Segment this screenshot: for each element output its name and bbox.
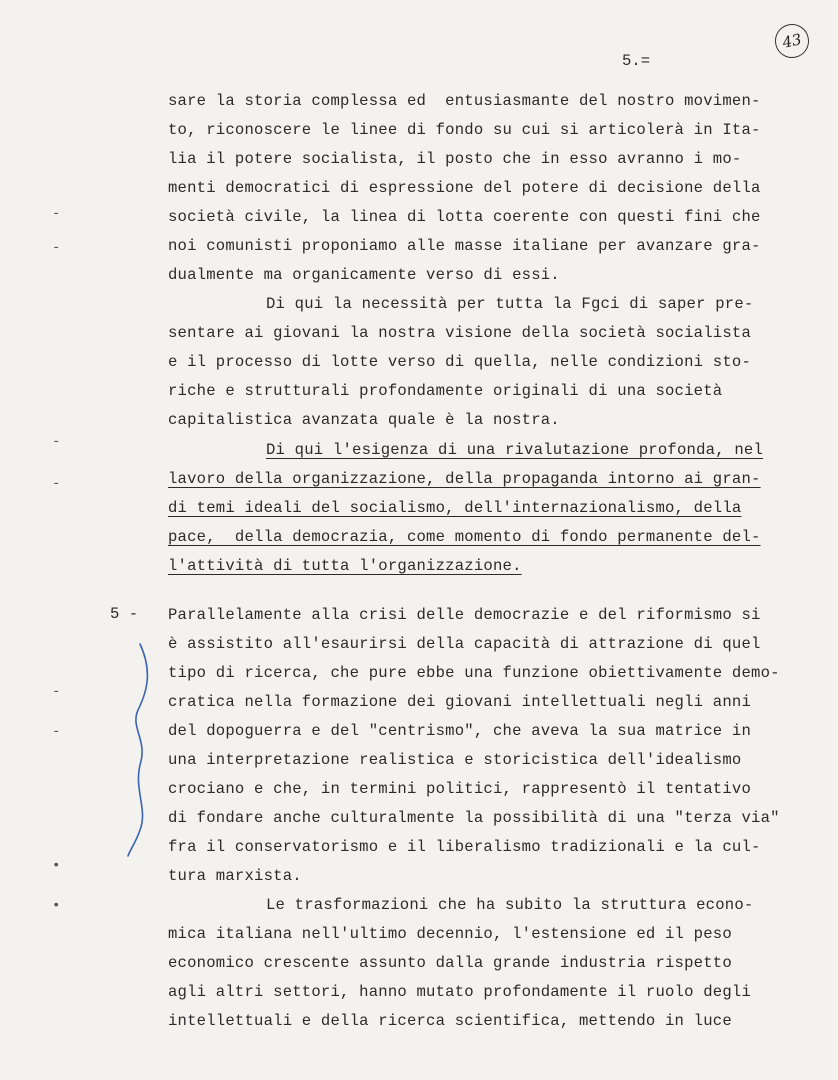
text-line: dualmente ma organicamente verso di essi.: [168, 266, 560, 284]
text-line: sentare ai giovani la nostra visione della società socialista: [168, 324, 752, 342]
text-line: tura marxista.: [168, 867, 302, 885]
handwritten-page-marker: [772, 21, 812, 61]
text-line: una interpretazione realistica e storicistica dell'idealismo: [168, 751, 742, 769]
text-line: riche e strutturali profondamente originali di una società: [168, 382, 723, 400]
text-line: lia il potere socialista, il posto che in esso avranno i mo-: [168, 150, 742, 168]
text-line: intellettuali e della ricerca scientifica, mettendo in luce: [168, 1012, 732, 1030]
section-number: 5 -: [110, 605, 139, 623]
underlined-text-line: Di qui l'esigenza di una rivalutazione profonda, nel: [266, 441, 764, 459]
text-line: crociano e che, in termini politici, rappresentò il tentativo: [168, 780, 752, 798]
text-line: Di qui la necessità per tutta la Fgci di saper pre-: [266, 295, 754, 313]
text-line: mica italiana nell'ultimo decennio, l'estensione ed il peso: [168, 925, 732, 943]
text-line: Le trasformazioni che ha subito la struttura econo-: [266, 896, 754, 914]
underlined-text-line: lavoro della organizzazione, della propaganda intorno ai gran-: [168, 470, 761, 488]
text-line: menti democratici di espressione del potere di decisione della: [168, 179, 761, 197]
text-line: del dopoguerra e del "centrismo", che aveva la sua matrice in: [168, 722, 752, 740]
margin-dash-mark: -: [52, 434, 61, 450]
text-line: è assistito all'esaurirsi della capacità di attrazione di quel: [168, 635, 761, 653]
text-line: agli altri settori, hanno mutato profondamente il ruolo degli: [168, 983, 752, 1001]
text-line: tipo di ricerca, che pure ebbe una funzione obiettivamente demo-: [168, 664, 780, 682]
text-line: noi comunisti proponiamo alle masse italiane per avanzare gra-: [168, 237, 761, 255]
margin-dash-mark: -: [52, 724, 61, 740]
page-marker-text: 43: [780, 30, 804, 52]
margin-dash-mark: -: [52, 240, 61, 256]
page-number: 5.=: [622, 52, 651, 70]
text-line: e il processo di lotte verso di quella, nelle condizioni sto-: [168, 353, 752, 371]
margin-dash-mark: -: [52, 206, 61, 222]
text-line: società civile, la linea di lotta coerente con questi fini che: [168, 208, 761, 226]
underlined-text-line: di temi ideali del socialismo, dell'internazionalismo, della: [168, 499, 742, 517]
margin-dot-mark: •: [52, 858, 61, 874]
text-line: fra il conservatorismo e il liberalismo tradizionali e la cul-: [168, 838, 761, 856]
margin-dash-mark: -: [52, 684, 61, 700]
underlined-text-line: pace, della democrazia, come momento di fondo permanente del-: [168, 528, 761, 546]
text-line: sare la storia complessa ed entusiasmante del nostro movimen-: [168, 92, 761, 110]
text-line: capitalistica avanzata quale è la nostra.: [168, 411, 560, 429]
margin-dash-mark: -: [52, 476, 61, 492]
text-line: di fondare anche culturalmente la possibilità di una "terza via": [168, 809, 780, 827]
handwritten-bracket-mark: [118, 640, 158, 860]
text-line: to, riconoscere le linee di fondo su cui si articolerà in Ita-: [168, 121, 761, 139]
margin-dot-mark: •: [52, 898, 61, 914]
underlined-text-line: l'attività di tutta l'organizzazione.: [168, 557, 522, 575]
text-line: economico crescente assunto dalla grande industria rispetto: [168, 954, 732, 972]
text-line: cratica nella formazione dei giovani intellettuali negli anni: [168, 693, 752, 711]
text-line: Parallelamente alla crisi delle democrazie e del riformismo si: [168, 606, 761, 624]
